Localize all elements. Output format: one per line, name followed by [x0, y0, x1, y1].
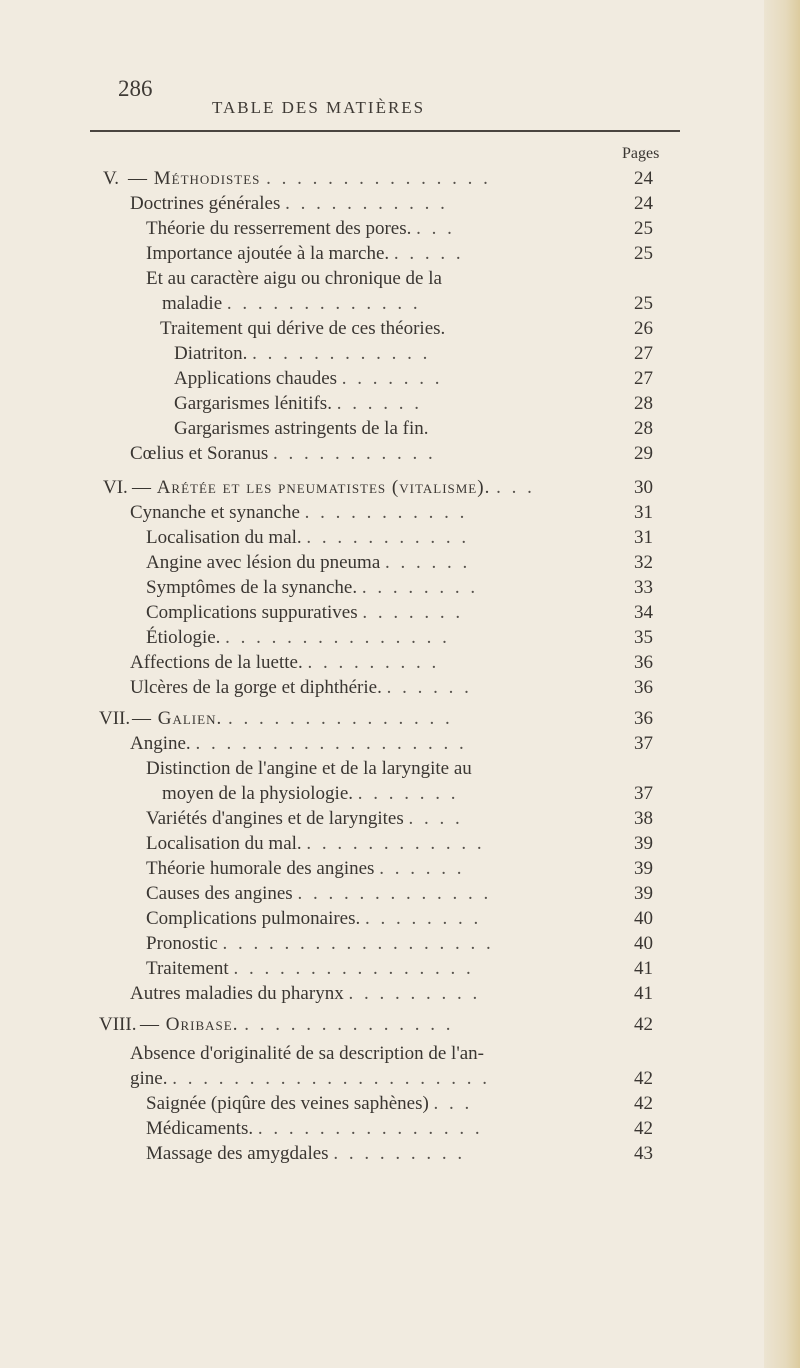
- header-rule: [90, 130, 680, 132]
- toc-entry: Causes des angines . . . . . . . . . . . . . 39: [0, 881, 800, 906]
- page-ref: 31: [634, 502, 653, 523]
- toc-entry: [0, 416, 800, 441]
- page-ref: 42: [634, 1093, 653, 1114]
- entry-text: Absence d'originalité de sa description de l'an-: [130, 1043, 485, 1064]
- entry-text: Doctrines générales: [130, 193, 281, 214]
- toc-entry: Théorie humorale des angines . . . . . . 39: [0, 856, 800, 881]
- toc-entry: [0, 266, 800, 291]
- entry-text: Distinction de l'angine et de la laryngite au: [146, 758, 472, 779]
- entry-text: Angine.: [130, 733, 191, 754]
- page-ref: 27: [634, 368, 653, 389]
- toc-entry: Théorie du resserrement des pores. . . . 25: [0, 216, 800, 241]
- page-ref: 42: [634, 1014, 653, 1035]
- toc-entry-continuation: gine. . . . . . . . . . . . . . . . . . . . . . 42: [0, 1066, 800, 1091]
- toc-entry: Localisation du mal. . . . . . . . . . . . . 39: [0, 831, 800, 856]
- entry-text: Gargarismes lénitifs.: [174, 393, 332, 414]
- entry-text: Localisation du mal.: [146, 527, 302, 548]
- entry-text: Étiologie.: [146, 627, 221, 648]
- page-ref: 26: [634, 318, 653, 339]
- entry-text: gine.: [130, 1068, 168, 1089]
- toc-entry: Importance ajoutée à la marche. . . . . . 25: [0, 241, 800, 266]
- page-ref: 28: [634, 418, 653, 439]
- page-ref: 38: [634, 808, 653, 829]
- toc-entry: Affections de la luette. . . . . . . . . . 36: [0, 650, 800, 675]
- toc-entry: [0, 316, 800, 341]
- page-number: 286: [118, 76, 153, 101]
- toc-entry: Autres maladies du pharynx . . . . . . . . . 41: [0, 981, 800, 1006]
- page-ref: 29: [634, 443, 653, 464]
- entry-text: Gargarismes astringents de la fin.: [174, 418, 429, 439]
- toc-entry: Complications suppuratives . . . . . . . 34: [0, 600, 800, 625]
- entry-text: maladie: [162, 293, 223, 314]
- page-ref: 25: [634, 243, 653, 264]
- toc-entry: Cynanche et synanche . . . . . . . . . . . 31: [0, 500, 800, 525]
- page-ref: 24: [634, 168, 653, 189]
- toc-entry: Symptômes de la synanche. . . . . . . . . 33: [0, 575, 800, 600]
- toc-entry: Variétés d'angines et de laryngites . . . . 38: [0, 806, 800, 831]
- entry-text: moyen de la physiologie.: [162, 783, 354, 804]
- toc-entry: Gargarismes lénitifs. . . . . . . 28: [0, 391, 800, 416]
- page-ref: 25: [634, 293, 653, 314]
- page-ref: 25: [634, 218, 653, 239]
- page-ref: 33: [634, 577, 653, 598]
- section-title: — Galien. . . . . . . . . . . . . . . .: [132, 708, 453, 729]
- section-numeral: VIII.: [99, 1014, 137, 1035]
- toc-entry: Ulcères de la gorge et diphthérie. . . . . . . 36: [0, 675, 800, 700]
- section-heading-v: [0, 166, 800, 191]
- entry-text: Variétés d'angines et de laryngites: [146, 808, 404, 829]
- toc-entry: Angine avec lésion du pneuma . . . . . . 32: [0, 550, 800, 575]
- toc-entry: Angine. . . . . . . . . . . . . . . . . . . 37: [0, 731, 800, 756]
- page-ref: 28: [634, 393, 653, 414]
- running-title: TABLE DES MATIÈRES: [212, 98, 426, 117]
- page-ref: 24: [634, 193, 653, 214]
- toc-entry: Applications chaudes . . . . . . . 27: [0, 366, 800, 391]
- entry-text: Importance ajoutée à la marche.: [146, 243, 390, 264]
- section-heading-vi: [0, 475, 800, 500]
- pages-column-label: Pages: [622, 145, 660, 162]
- entry-text: Pronostic: [146, 933, 218, 954]
- page-ref: 36: [634, 677, 653, 698]
- section-heading-viii: [0, 1012, 800, 1037]
- entry-text: Applications chaudes: [174, 368, 338, 389]
- toc-entry: Saignée (piqûre des veines saphènes) . . . 42: [0, 1091, 800, 1116]
- page-ref: 27: [634, 343, 653, 364]
- entry-text: Théorie du resserrement des pores.: [146, 218, 412, 239]
- section-title: — Méthodistes . . . . . . . . . . . . . . .: [128, 168, 491, 189]
- toc-entry-continuation: moyen de la physiologie. . . . . . . . 37: [0, 781, 800, 806]
- toc-entry: Massage des amygdales . . . . . . . . . 43: [0, 1141, 800, 1166]
- section-title: — Oribase. . . . . . . . . . . . . . .: [140, 1014, 454, 1035]
- page-ref: 42: [634, 1068, 653, 1089]
- page-ref: 37: [634, 783, 653, 804]
- page-ref: 31: [634, 527, 653, 548]
- section-numeral: VI.: [103, 477, 128, 498]
- toc-entry: [0, 756, 800, 781]
- section-numeral: V.: [103, 168, 120, 189]
- page-ref: 35: [634, 627, 653, 648]
- entry-text: Théorie humorale des angines: [146, 858, 375, 879]
- page-ref: 39: [634, 858, 653, 879]
- toc-entry-continuation: maladie . . . . . . . . . . . . . 25: [0, 291, 800, 316]
- entry-text: Complications suppuratives: [146, 602, 358, 623]
- page-ref: 39: [634, 883, 653, 904]
- entry-text: Causes des angines: [146, 883, 293, 904]
- page-ref: 40: [634, 908, 653, 929]
- page-ref: 36: [634, 652, 653, 673]
- toc-entry: Diatriton. . . . . . . . . . . . . 27: [0, 341, 800, 366]
- entry-text: Symptômes de la synanche.: [146, 577, 358, 598]
- page-ref: 41: [634, 983, 653, 1004]
- toc-entry: Pronostic . . . . . . . . . . . . . . . . . . 40: [0, 931, 800, 956]
- page-ref: 37: [634, 733, 653, 754]
- entry-text: Et au caractère aigu ou chronique de la: [146, 268, 442, 289]
- entry-text: Diatriton.: [174, 343, 248, 364]
- toc-entry: Médicaments. . . . . . . . . . . . . . . . 42: [0, 1116, 800, 1141]
- page-ref: 36: [634, 708, 653, 729]
- entry-text: Saignée (piqûre des veines saphènes): [146, 1093, 429, 1114]
- page-ref: 41: [634, 958, 653, 979]
- toc-entry: Doctrines générales . . . . . . . . . . . 24: [0, 191, 800, 216]
- entry-text: Médicaments.: [146, 1118, 254, 1139]
- toc-entry: [0, 1041, 800, 1066]
- page-ref: 42: [634, 1118, 653, 1139]
- toc-entry: Cœlius et Soranus . . . . . . . . . . . 29: [0, 441, 800, 466]
- entry-text: Ulcères de la gorge et diphthérie.: [130, 677, 382, 698]
- section-title: — Arétée et les pneumatistes (vitalisme). . . .: [132, 477, 535, 498]
- entry-text: Massage des amygdales: [146, 1143, 329, 1164]
- entry-text: Traitement: [146, 958, 229, 979]
- page-ref: 30: [634, 477, 653, 498]
- entry-text: Angine avec lésion du pneuma: [146, 552, 381, 573]
- toc-entry: Complications pulmonaires. . . . . . . . . 40: [0, 906, 800, 931]
- page-ref: 40: [634, 933, 653, 954]
- toc-entry: Étiologie. . . . . . . . . . . . . . . . 35: [0, 625, 800, 650]
- entry-text: Cynanche et synanche: [130, 502, 300, 523]
- toc-entry: Localisation du mal. . . . . . . . . . . . 31: [0, 525, 800, 550]
- entry-text: Complications pulmonaires.: [146, 908, 361, 929]
- entry-text: Autres maladies du pharynx: [130, 983, 344, 1004]
- entry-text: Affections de la luette.: [130, 652, 303, 673]
- entry-text: Cœlius et Soranus: [130, 443, 269, 464]
- entry-text: Traitement qui dérive de ces théories.: [160, 318, 446, 339]
- page-ref: 32: [634, 552, 653, 573]
- toc-entry: Traitement . . . . . . . . . . . . . . . . 41: [0, 956, 800, 981]
- entry-text: Localisation du mal.: [146, 833, 302, 854]
- section-heading-vii: [0, 706, 800, 731]
- page-ref: 43: [634, 1143, 653, 1164]
- page-ref: 39: [634, 833, 653, 854]
- page-ref: 34: [634, 602, 653, 623]
- section-numeral: VII.: [99, 708, 131, 729]
